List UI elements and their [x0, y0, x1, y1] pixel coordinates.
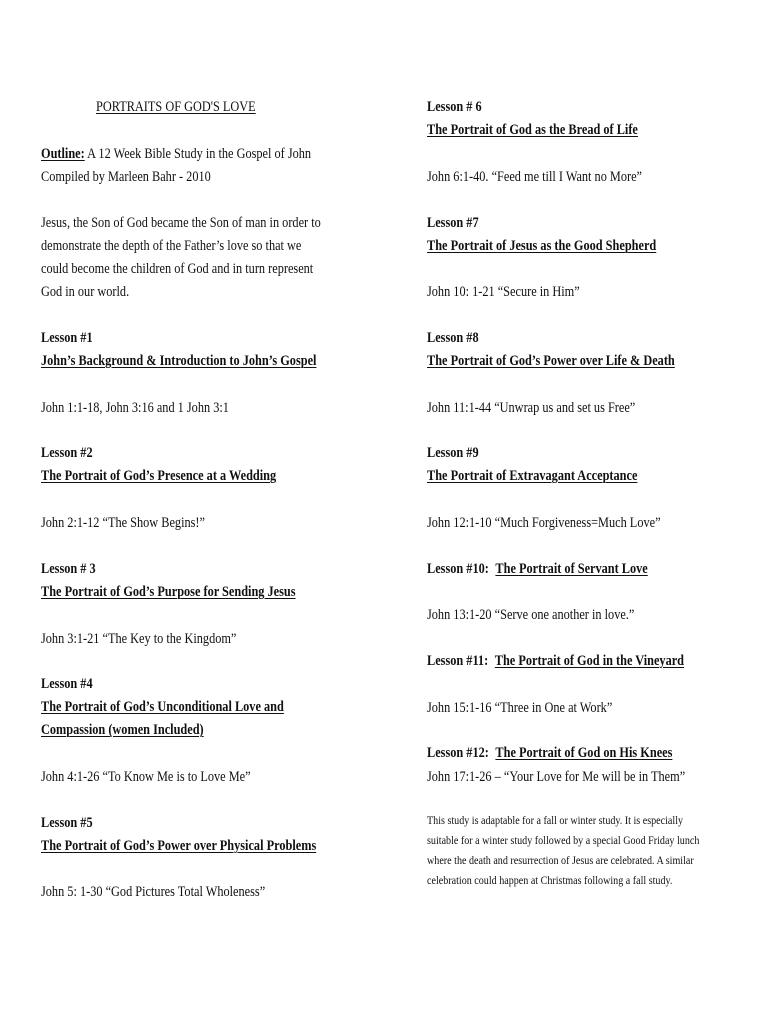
- lesson-1-header: Lesson #1: [41, 330, 93, 346]
- outline-line: [41, 145, 311, 163]
- lesson-2-reference: John 2:1-12 “The Show Begins!”: [41, 515, 205, 531]
- lesson-6-reference: John 6:1-40. “Feed me till I Want no More”: [427, 169, 643, 185]
- lesson-4-title: Compassion (women Included): [41, 722, 204, 738]
- lesson-7-title: The Portrait of Jesus as the Good Shepherd: [427, 238, 657, 254]
- footer-note-line: where the death and resurrection of Jesus are celebrated. A similar: [427, 853, 694, 867]
- lesson-12-heading: [427, 744, 672, 762]
- lesson-11-header: Lesson #11:: [427, 653, 489, 669]
- footer-note-line: celebration could happen at Christmas following a fall study.: [427, 873, 673, 887]
- intro-line: God in our world.: [41, 284, 130, 300]
- lesson-9-title: The Portrait of Extravagant Acceptance: [427, 468, 638, 484]
- lesson-4-header: Lesson #4: [41, 676, 93, 692]
- lesson-9-reference: John 12:1-10 “Much Forgiveness=Much Love”: [427, 515, 661, 531]
- lesson-3-header: Lesson # 3: [41, 561, 96, 577]
- lesson-10-title: The Portrait of Servant Love: [495, 561, 648, 577]
- outline-label: Outline:: [41, 146, 85, 162]
- lesson-4-reference: John 4:1-26 “To Know Me is to Love Me”: [41, 769, 251, 785]
- lesson-11-title: The Portrait of God in the Vineyard: [494, 653, 685, 669]
- lesson-8-title: The Portrait of God’s Power over Life & Death: [427, 353, 675, 369]
- lesson-10-header: Lesson #10:: [427, 561, 489, 577]
- lesson-3-title: The Portrait of God’s Purpose for Sending Jesus: [41, 584, 296, 600]
- lesson-3-reference: John 3:1-21 “The Key to the Kingdom”: [41, 631, 237, 647]
- lesson-5-reference: John 5: 1-30 “God Pictures Total Wholeness”: [41, 884, 266, 900]
- lesson-11-heading: [427, 652, 684, 670]
- intro-line: could become the children of God and in turn represent: [41, 261, 314, 277]
- lesson-1-title: John’s Background & Introduction to John’s Gospel: [41, 353, 317, 369]
- lesson-12-header: Lesson #12:: [427, 745, 489, 761]
- lesson-6-title: The Portrait of God as the Bread of Life: [427, 122, 638, 138]
- outline-text: A 12 Week Bible Study in the Gospel of John: [84, 146, 312, 162]
- lesson-12-reference: John 17:1-26 – “Your Love for Me will be in Them”: [427, 769, 686, 785]
- lesson-5-header: Lesson #5: [41, 815, 93, 831]
- lesson-4-title: The Portrait of God’s Unconditional Love and: [41, 699, 284, 715]
- footer-note-line: suitable for a winter study followed by a special Good Friday lunch: [427, 833, 700, 847]
- intro-line: Jesus, the Son of God became the Son of man in order to: [41, 215, 321, 231]
- lesson-10-reference: John 13:1-20 “Serve one another in love.”: [427, 607, 635, 623]
- lesson-7-header: Lesson #7: [427, 215, 479, 231]
- document-title: PORTRAITS OF GOD'S LOVE: [96, 99, 256, 115]
- lesson-11-reference: John 15:1-16 “Three in One at Work”: [427, 700, 613, 716]
- lesson-1-reference: John 1:1-18, John 3:16 and 1 John 3:1: [41, 400, 229, 416]
- lesson-9-header: Lesson #9: [427, 445, 479, 461]
- lesson-5-title: The Portrait of God’s Power over Physical Problems: [41, 838, 317, 854]
- lesson-8-reference: John 11:1-44 “Unwrap us and set us Free”: [427, 400, 636, 416]
- footer-note-line: This study is adaptable for a fall or winter study. It is especially: [427, 813, 684, 827]
- lesson-2-title: The Portrait of God’s Presence at a Wedding: [41, 468, 277, 484]
- lesson-2-header: Lesson #2: [41, 445, 93, 461]
- lesson-10-heading: [427, 560, 648, 578]
- lesson-8-header: Lesson #8: [427, 330, 479, 346]
- lesson-12-title: The Portrait of God on His Knees: [495, 745, 673, 761]
- lesson-7-reference: John 10: 1-21 “Secure in Him”: [427, 284, 580, 300]
- compiled-by: Compiled by Marleen Bahr - 2010: [41, 169, 211, 185]
- intro-line: demonstrate the depth of the Father’s love so that we: [41, 238, 302, 254]
- lesson-6-header: Lesson # 6: [427, 99, 482, 115]
